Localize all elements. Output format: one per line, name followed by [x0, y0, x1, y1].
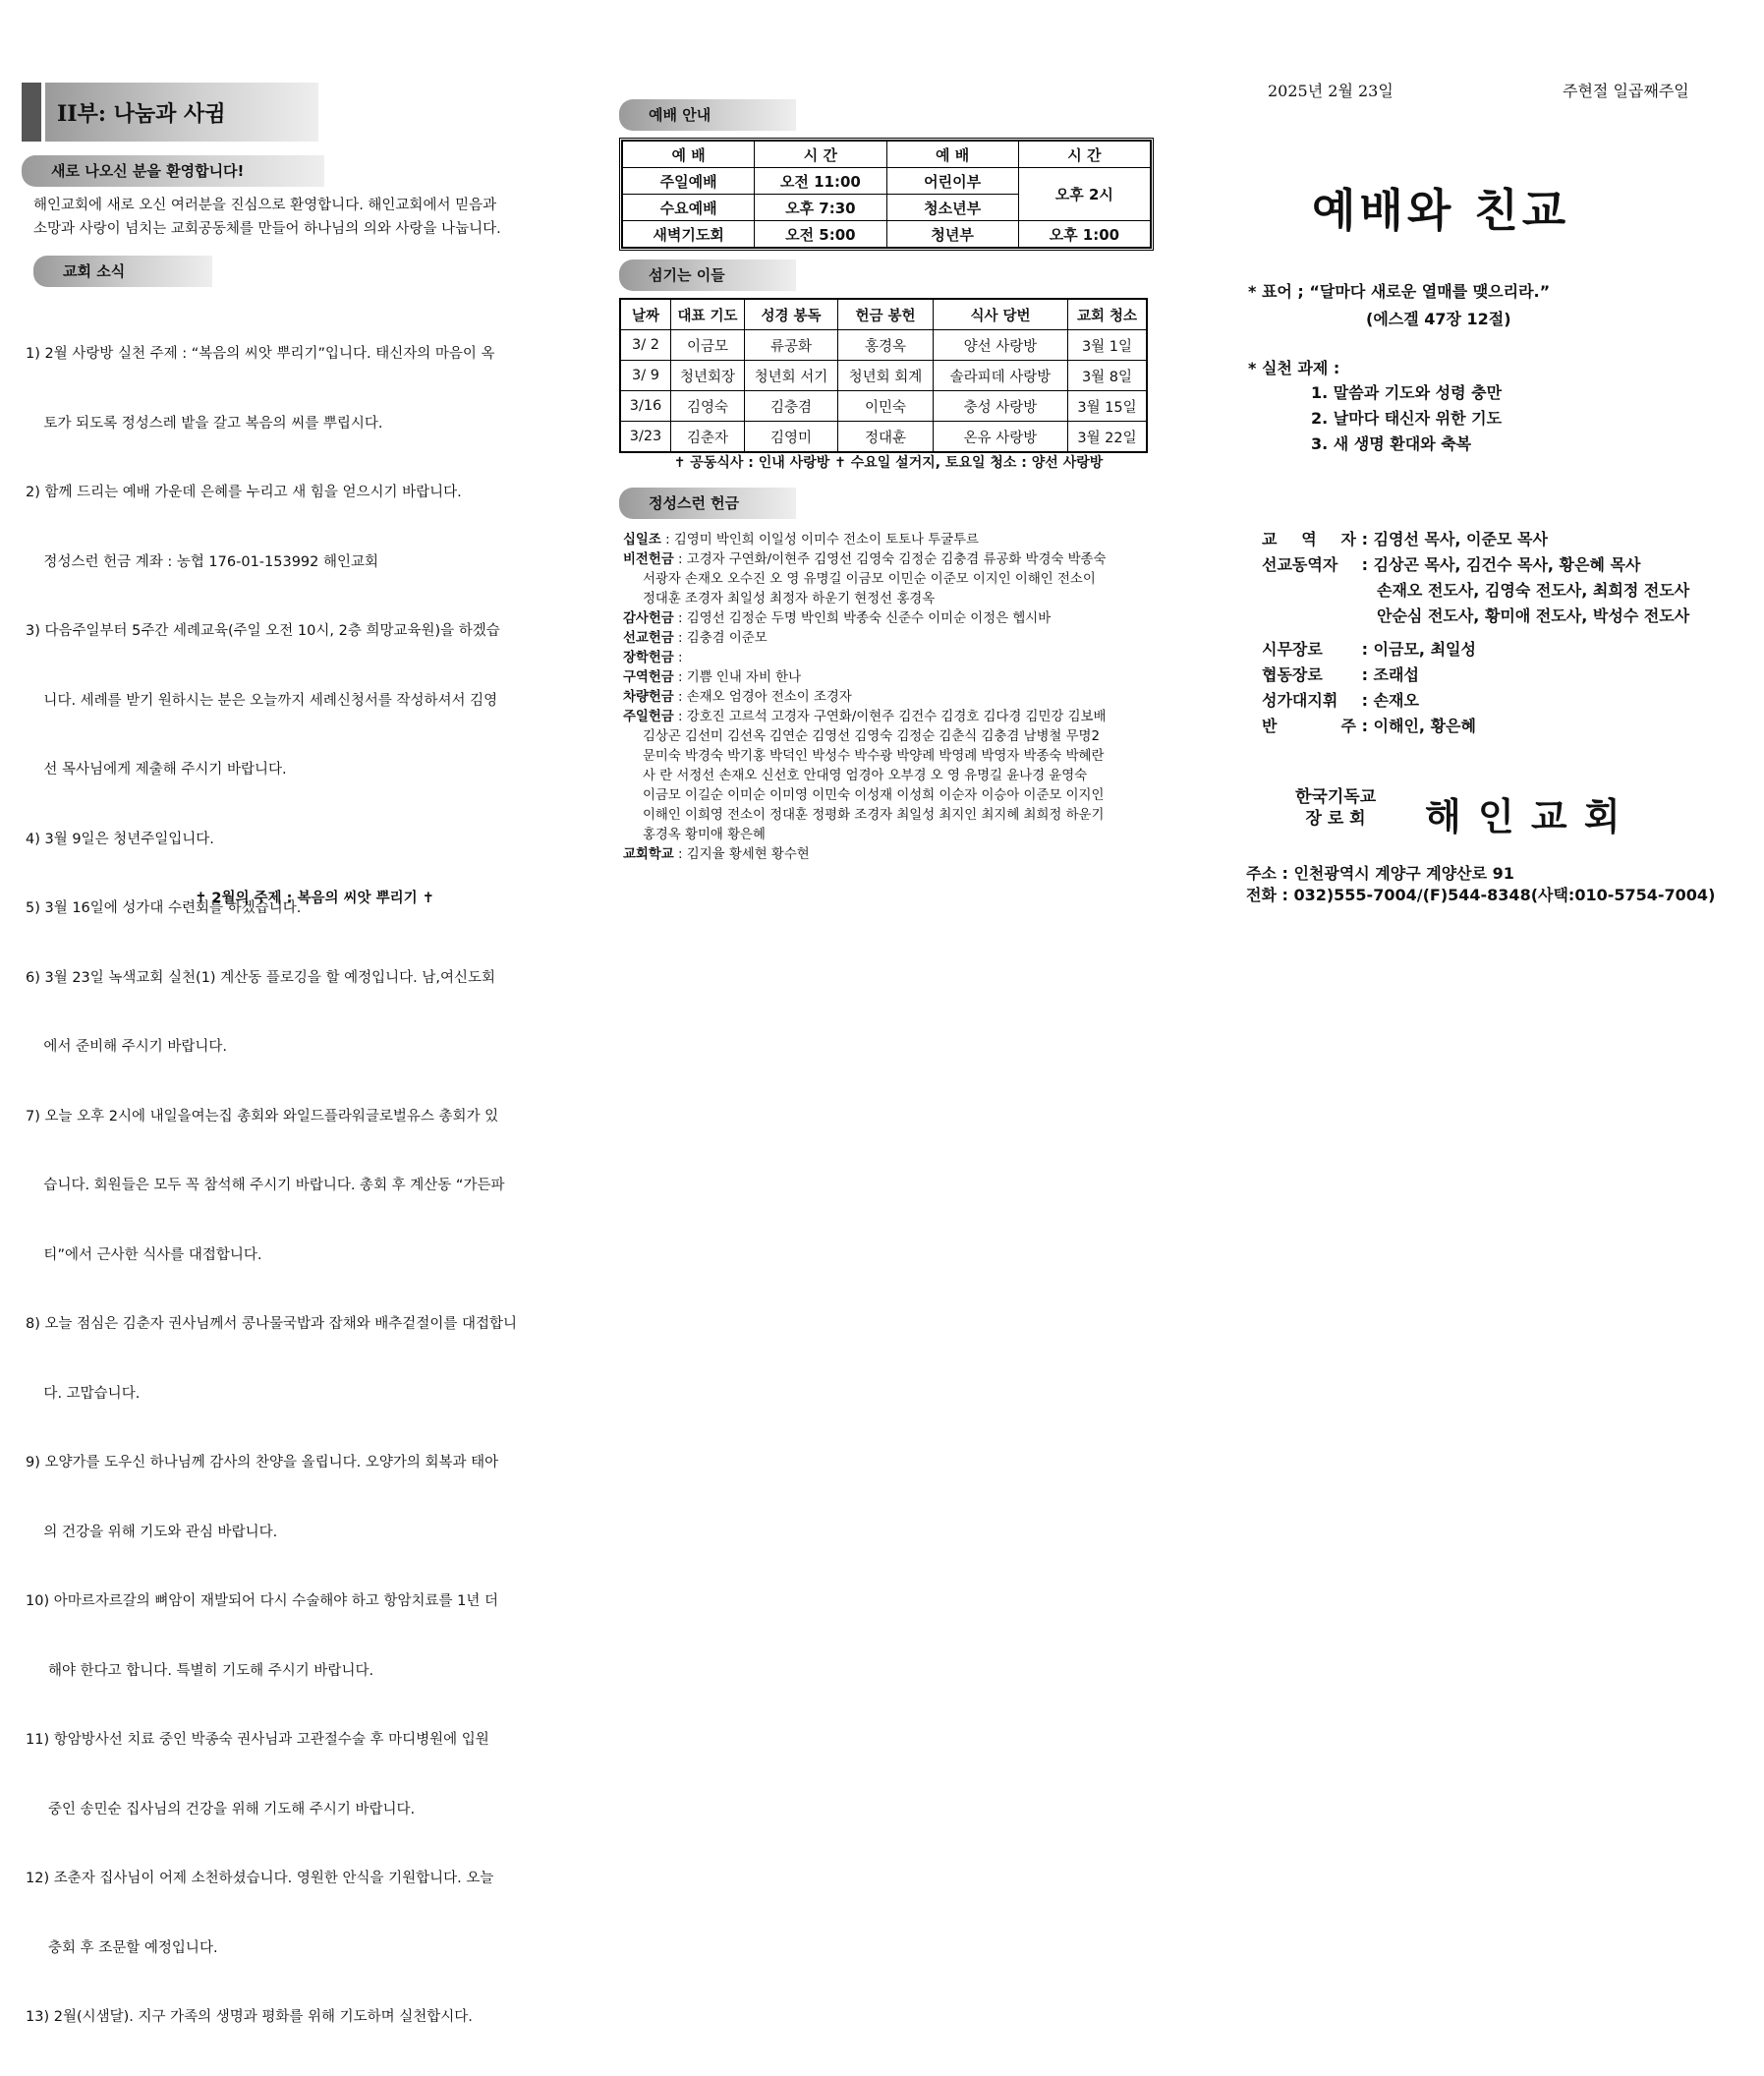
offering-names: 홍경옥 황미애 황은혜 — [643, 828, 766, 842]
elder-row: 협동장로 : 조래섭 — [1262, 663, 1476, 688]
table-cell: 주일예배 — [623, 168, 755, 195]
news-line: 4) 3월 9일은 청년주일입니다. — [26, 831, 214, 847]
table-cell: 솔라피데 사랑방 — [934, 361, 1068, 391]
staff-row: 선교동역자 : 김상곤 목사, 김건수 목사, 황은혜 목사 — [1262, 552, 1753, 578]
section-title-bar — [22, 83, 318, 142]
table-cell: 양선 사랑방 — [934, 330, 1068, 361]
table-cell: 이민숙 — [838, 391, 934, 422]
staff-row — [1262, 604, 1753, 629]
servers-title: 섬기는 이들 — [649, 266, 725, 284]
offering-names: : 강호진 고르석 고경자 구연화/이현주 김건수 김경호 김다경 김민강 김보배 — [673, 710, 1107, 724]
offering-row — [623, 786, 1160, 806]
table-cell: 3월 8일 — [1068, 361, 1148, 391]
offering-header — [619, 488, 796, 519]
table-header-cell: 예 배 — [623, 142, 755, 168]
worship-header — [619, 99, 796, 131]
offering-label: 장학헌금 — [623, 651, 674, 665]
left-column — [0, 0, 590, 2025]
table-row — [620, 330, 1147, 361]
main-title: 예배와 친교 — [1312, 184, 1570, 237]
news-title: 교회 소식 — [63, 262, 126, 280]
table-cell: 홍경옥 — [838, 330, 934, 361]
elder-names: 이금모, 최일성 — [1373, 640, 1476, 659]
practice-list — [1311, 380, 1502, 457]
title-accent — [22, 83, 41, 142]
table-cell: 3/23 — [620, 422, 671, 453]
denomination-line: 한국기독교 — [1295, 787, 1377, 807]
news-line: 해야 한다고 합니다. 특별히 기도해 주시기 바랍니다. — [26, 1662, 374, 1679]
section-title: II부: 나눔과 사귐 — [57, 101, 226, 127]
news-line: 10) 아마르자르갈의 뼈암이 재발되어 다시 수술해야 하고 항암치료를 1년 더 — [26, 1593, 499, 1609]
offering-names: : 김영미 박인희 이일성 이미수 전소이 토토나 투굴투르 — [660, 533, 979, 548]
offering-row — [623, 550, 1160, 570]
elder-row: 반 주 : 이해인, 황은혜 — [1262, 714, 1476, 739]
table-header-cell: 시 간 — [755, 142, 886, 168]
elders-list — [1262, 637, 1476, 739]
table-cell: 청년회 회계 — [838, 361, 934, 391]
welcome-header — [22, 155, 324, 187]
news-line: 3) 다음주일부터 5주간 세례교육(주일 오전 10시, 2층 희망교육원)을 하겠습 — [26, 623, 500, 639]
offering-row — [623, 708, 1160, 727]
table-cell: 오후 2시 — [1018, 168, 1150, 221]
table-header-cell: 식사 당번 — [934, 299, 1068, 330]
news-line: 에서 준비해 주시기 바랍니다. — [26, 1039, 227, 1055]
news-line: 티”에서 근사한 식사를 대접합니다. — [26, 1246, 262, 1263]
denomination-line: 장 로 회 — [1305, 809, 1366, 829]
news-line: 11) 항암방사선 치료 중인 박종숙 권사님과 고관절수술 후 마디병원에 입원 — [26, 1732, 489, 1748]
offering-names: 서광자 손재오 오수진 오 영 유명길 이금모 이민순 이준모 이지인 이해인 전소이 — [643, 572, 1096, 587]
news-line: 8) 오늘 점심은 김춘자 권사님께서 콩나물국밥과 잡채와 배추겉절이를 대접합니 — [26, 1316, 517, 1332]
offering-row — [623, 747, 1160, 767]
table-row — [620, 299, 1147, 330]
motto-reference: (에스겔 47장 12절) — [1366, 310, 1511, 328]
table-cell: 청년부 — [886, 221, 1018, 248]
staff-names: 김상곤 목사, 김건수 목사, 황은혜 목사 — [1373, 555, 1641, 574]
offering-list — [623, 531, 1160, 865]
welcome-line: 소망과 사랑이 넘치는 교회공동체를 만들어 하나님의 의와 사랑을 나눕니다. — [33, 220, 501, 237]
offering-names: : 김충겸 이준모 — [673, 631, 768, 646]
servers-header — [619, 260, 796, 291]
staff-names: 손재오 전도사, 김영숙 전도사, 최희정 전도사 — [1377, 581, 1690, 600]
offering-row — [623, 668, 1160, 688]
table-header-cell: 예 배 — [886, 142, 1018, 168]
practice-label: * 실천 과제 : — [1248, 359, 1340, 377]
news-header — [33, 256, 212, 287]
offering-label: 감사헌금 — [623, 611, 674, 626]
offering-names: : 고경자 구연화/이현주 김영선 김영숙 김정순 김충겸 류공화 박경숙 박종숙 — [673, 552, 1107, 567]
news-line: 니다. 세례를 받기 원하시는 분은 오늘까지 세례신청서를 작성하셔서 김영 — [26, 692, 498, 709]
offering-row — [623, 688, 1160, 708]
table-cell: 3/ 9 — [620, 361, 671, 391]
welcome-text — [33, 195, 584, 241]
elder-role: 시무장로 — [1262, 640, 1323, 659]
staff-names: 김영선 목사, 이준모 목사 — [1373, 530, 1548, 548]
worship-table — [622, 141, 1151, 248]
table-cell: 어린이부 — [886, 168, 1018, 195]
staff-names: 안순심 전도사, 황미애 전도사, 박성수 전도사 — [1377, 606, 1690, 625]
table-cell: 김영미 — [745, 422, 838, 453]
offering-row — [623, 570, 1160, 590]
offering-row — [623, 826, 1160, 845]
news-list — [26, 297, 586, 2076]
church-phone: 전화 : 032)555-7004/(F)544-8348(사택:010-5754-7004) — [1246, 886, 1716, 904]
welcome-line: 해인교회에 새로 오신 여러분을 진심으로 환영합니다. 해인교회에서 믿음과 — [33, 198, 497, 213]
table-cell: 청년회장 — [671, 361, 745, 391]
table-cell: 3월 22일 — [1068, 422, 1148, 453]
table-cell: 김영숙 — [671, 391, 745, 422]
offering-row — [623, 727, 1160, 747]
news-line: 다. 고맙습니다. — [26, 1385, 141, 1402]
welcome-title: 새로 나오신 분을 환영합니다! — [51, 162, 245, 180]
news-line: 7) 오늘 오후 2시에 내일을여는집 총회와 와일드플라워글로벌유스 총회가 있 — [26, 1108, 499, 1124]
table-header-cell: 성경 봉독 — [745, 299, 838, 330]
right-column — [1219, 0, 1764, 975]
liturgical-season: 주현절 일곱째주일 — [1563, 82, 1689, 100]
table-cell: 김춘자 — [671, 422, 745, 453]
servers-table — [619, 298, 1148, 453]
offering-names: : 손재오 엄경아 전소이 조경자 — [673, 690, 852, 705]
news-line: 충회 후 조문할 예정입니다. — [26, 1939, 218, 1956]
table-cell: 청소년부 — [886, 195, 1018, 221]
bulletin-date: 2025년 2월 23일 — [1268, 82, 1394, 100]
news-line: 1) 2월 사랑방 실천 주제 : “복음의 씨앗 뿌리기”입니다. 태신자의 마음이 옥 — [26, 346, 495, 362]
motto: * 표어 ; “달마다 새로운 열매를 맺으리라.” — [1248, 282, 1551, 301]
worship-table-frame — [619, 138, 1154, 251]
table-cell: 이금모 — [671, 330, 745, 361]
table-row — [620, 422, 1147, 453]
servers-note: ✝ 공동식사 : 인내 사랑방 ✝ 수요일 설거지, 토요일 청소 : 양선 사랑방 — [673, 455, 1104, 471]
table-cell: 3월 1일 — [1068, 330, 1148, 361]
table-cell: 충성 사랑방 — [934, 391, 1068, 422]
offering-title: 정성스런 헌금 — [649, 494, 740, 512]
news-line: 선 목사님에게 제출해 주시기 바랍니다. — [26, 762, 287, 778]
offering-label: 선교헌금 — [623, 631, 674, 646]
offering-label: 차량헌금 — [623, 690, 674, 705]
news-line: 토가 되도록 정성스레 밭을 갈고 복음의 씨를 뿌립시다. — [26, 415, 383, 432]
table-cell: 3월 15일 — [1068, 391, 1148, 422]
practice-item: 2. 날마다 태신자 위한 기도 — [1311, 409, 1503, 428]
offering-names: 정대훈 조경자 최일성 최정자 하운기 현정선 홍경옥 — [643, 592, 936, 606]
elder-role: 성가대지휘 — [1262, 691, 1338, 710]
church-address: 주소 : 인천광역시 계양구 계양산로 91 — [1246, 864, 1514, 883]
news-line: 의 건강을 위해 기도와 관심 바랍니다. — [26, 1524, 278, 1540]
table-header-cell: 교회 청소 — [1068, 299, 1148, 330]
table-row — [623, 221, 1151, 248]
offering-names: 이해인 이희영 전소이 정대훈 정평화 조경자 최일성 최지인 최지혜 최희정 하운기 — [643, 808, 1105, 823]
offering-label: 구역헌금 — [623, 670, 674, 685]
offering-names: 김상곤 김선미 김선옥 김연순 김영선 김영숙 김정순 김춘식 김충겸 남병철 무명2 — [643, 729, 1101, 744]
middle-column — [609, 0, 1160, 975]
table-cell: 수요예배 — [623, 195, 755, 221]
denomination — [1295, 786, 1376, 830]
table-row — [623, 142, 1151, 168]
elder-row: 시무장로 : 이금모, 최일성 — [1262, 637, 1476, 663]
offering-names: 이금모 이길순 이미순 이미영 이민숙 이성재 이성희 이순자 이승아 이준모 이지인 — [643, 788, 1105, 803]
worship-title: 예배 안내 — [649, 106, 711, 124]
news-line: 6) 3월 23일 녹색교회 실천(1) 계산동 플로깅을 할 예정입니다. 남,여신도회 — [26, 969, 495, 986]
elder-role: 반 주 — [1262, 717, 1356, 735]
table-cell: 온유 사랑방 — [934, 422, 1068, 453]
table-cell: 3/16 — [620, 391, 671, 422]
table-cell: 김충겸 — [745, 391, 838, 422]
offering-row — [623, 590, 1160, 609]
news-line: 정성스런 헌금 계좌 : 농협 176-01-153992 해인교회 — [26, 553, 379, 570]
table-cell: 3/ 2 — [620, 330, 671, 361]
table-header-cell: 시 간 — [1018, 142, 1150, 168]
table-cell: 오전 11:00 — [755, 168, 886, 195]
news-line: 2) 함께 드리는 예배 가운데 은혜를 누리고 새 힘을 얻으시기 바랍니다. — [26, 485, 462, 500]
news-line: 12) 조춘자 집사님이 어제 소천하셨습니다. 영원한 안식을 기원합니다. 오늘 — [26, 1871, 494, 1886]
table-cell: 오후 1:00 — [1018, 221, 1150, 248]
table-cell: 오후 7:30 — [755, 195, 886, 221]
staff-row: 교 역 자 : 김영선 목사, 이준모 목사 — [1262, 527, 1753, 552]
footer-theme: ✝ 2월의 주제 : 복음의 씨앗 뿌리기 ✝ — [195, 891, 434, 906]
table-header-cell: 날짜 — [620, 299, 671, 330]
offering-names: : 김영선 김정순 두명 박인희 박종숙 신준수 이미순 이정은 헵시바 — [673, 611, 1052, 626]
news-line: 습니다. 회원들은 모두 꼭 참석해 주시기 바랍니다. 총회 후 계산동 “가든파 — [26, 1178, 505, 1193]
section-title-box — [45, 83, 318, 142]
church-name: 해 인 교 회 — [1425, 795, 1622, 838]
offering-label: 비전헌금 — [623, 552, 674, 567]
news-line: 중인 송민순 집사님의 건강을 위해 기도해 주시기 바랍니다. — [26, 1801, 416, 1817]
elder-role: 협동장로 — [1262, 665, 1323, 684]
offering-names: : — [673, 651, 683, 665]
offering-row — [623, 629, 1160, 649]
table-cell: 새벽기도회 — [623, 221, 755, 248]
offering-names: : 김지율 황세현 황수현 — [673, 847, 810, 862]
elder-row: 성가대지휘 : 손재오 — [1262, 688, 1476, 714]
table-row — [620, 361, 1147, 391]
elder-names: 이해인, 황은혜 — [1373, 717, 1476, 735]
table-cell: 류공화 — [745, 330, 838, 361]
table-header-cell: 헌금 봉헌 — [838, 299, 934, 330]
table-row — [620, 391, 1147, 422]
offering-row — [623, 531, 1160, 550]
table-cell: 청년회 서기 — [745, 361, 838, 391]
elder-names: 손재오 — [1373, 691, 1419, 710]
offering-names: 문미숙 박경숙 박기홍 박덕인 박성수 박수광 박양례 박영례 박영자 박종숙 박혜란 — [643, 749, 1105, 764]
table-header-cell: 대표 기도 — [671, 299, 745, 330]
practice-item: 3. 새 생명 환대와 축복 — [1311, 434, 1472, 453]
elder-names: 조래섭 — [1373, 665, 1419, 684]
staff-role: 교 역 자 — [1262, 530, 1356, 548]
offering-row — [623, 767, 1160, 786]
offering-names: 사 란 서정선 손재오 신선호 안대영 엄경아 오부경 오 영 유명길 윤나경 윤영숙 — [643, 769, 1088, 783]
offering-label: 주일헌금 — [623, 710, 674, 724]
offering-row — [623, 806, 1160, 826]
offering-row — [623, 649, 1160, 668]
offering-label: 십일조 — [623, 533, 661, 548]
offering-names: : 기쁨 인내 자비 한나 — [673, 670, 802, 685]
offering-row — [623, 609, 1160, 629]
practice-item: 1. 말씀과 기도와 성령 충만 — [1311, 383, 1503, 402]
staff-role: 선교동역자 — [1262, 555, 1338, 574]
offering-row — [623, 845, 1160, 865]
table-cell: 오전 5:00 — [755, 221, 886, 248]
table-cell: 정대훈 — [838, 422, 934, 453]
staff-list — [1262, 527, 1753, 629]
news-line: 9) 오양가를 도우신 하나님께 감사의 찬양을 올립니다. 오양가의 회복과 태아 — [26, 1455, 499, 1470]
table-row — [623, 168, 1151, 195]
news-line: 13) 2월(시샘달). 지구 가족의 생명과 평화를 위해 기도하며 실천합시다. — [26, 2009, 473, 2025]
news-line: 5) 3월 16일에 성가대 수련회를 하겠습니다. — [26, 900, 302, 916]
staff-row — [1262, 578, 1753, 604]
offering-label: 교회학교 — [623, 847, 674, 862]
